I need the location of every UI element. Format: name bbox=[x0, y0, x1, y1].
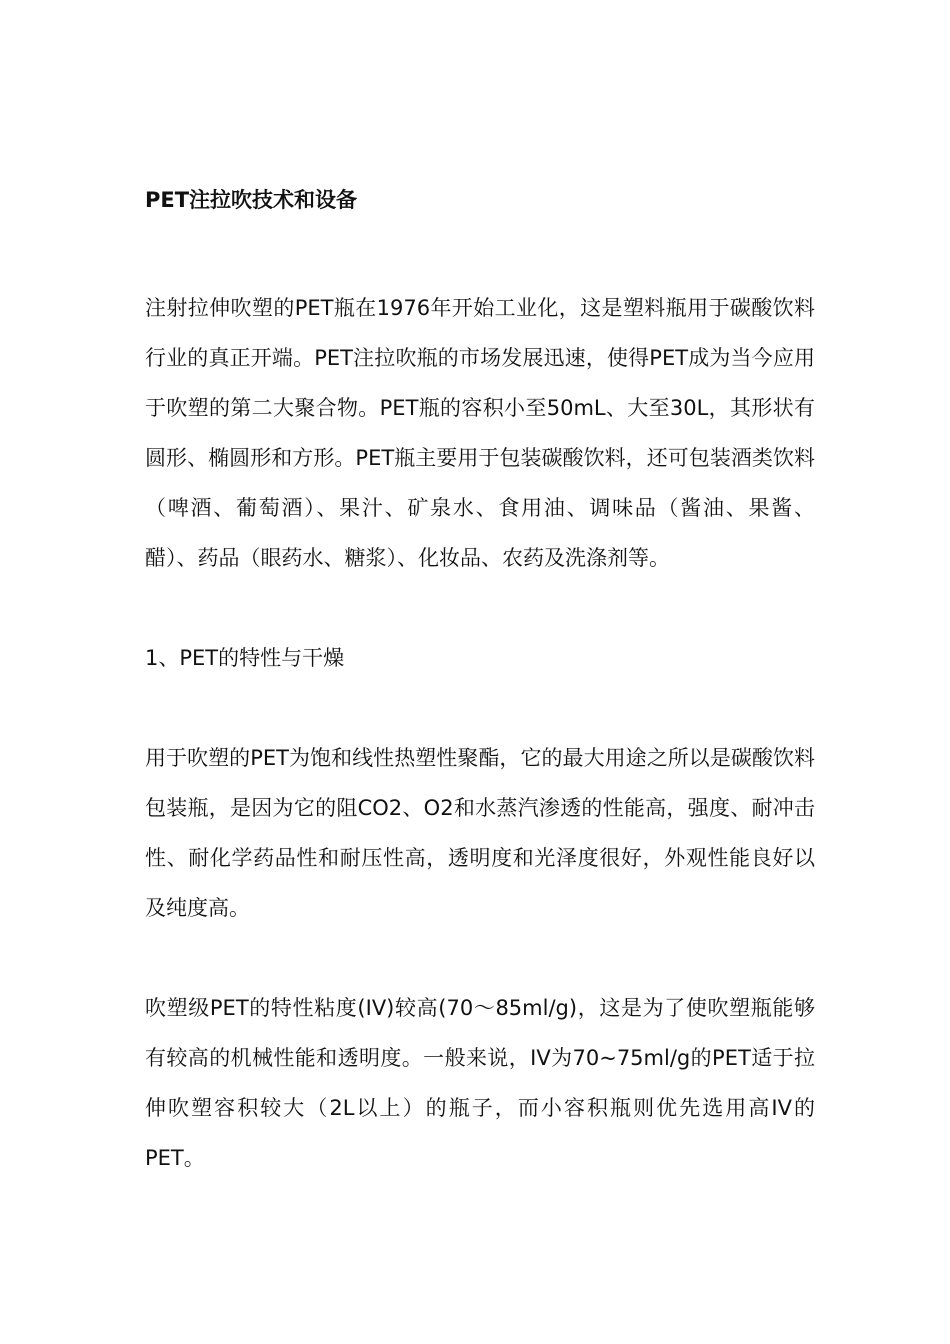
paragraph-properties: 用于吹塑的PET为饱和线性热塑性聚酯，它的最大用途之所以是碳酸饮料包装瓶，是因为它的阻CO2、O2和水蒸汽渗透的性能高，强度、耐冲击性、耐化学药品性和耐压性高，透明度和光泽度很好，外观性能良好以及纯度高。 bbox=[145, 746, 815, 920]
spacer bbox=[145, 217, 815, 283]
spacer bbox=[145, 683, 815, 733]
spacer bbox=[145, 933, 815, 983]
document-title: PET注拉吹技术和设备 bbox=[145, 188, 358, 212]
document-body bbox=[145, 183, 815, 1183]
spacer bbox=[145, 583, 815, 633]
paragraph-viscosity: 吹塑级PET的特性粘度(IV)较高(70～85ml/g)，这是为了使吹塑瓶能够有较高的机械性能和透明度。一般来说，IV为70~75ml/g的PET适于拉伸吹塑容积较大（2L以上）的瓶子，而小容积瓶则优先选用高IV的PET。 bbox=[145, 996, 815, 1170]
paragraph-intro: 注射拉伸吹塑的PET瓶在1976年开始工业化，这是塑料瓶用于碳酸饮料行业的真正开端。PET注拉吹瓶的市场发展迅速，使得PET成为当今应用于吹塑的第二大聚合物。PET瓶的容积小至50mL、大至30L，其形状有圆形、椭圆形和方形。PET瓶主要用于包装碳酸饮料，还可包装酒类饮料（啤酒、葡萄酒）、果汁、矿泉水、食用油、调味品（酱油、果酱、醋）、药品（眼药水、糖浆）、化妆品、农药及洗涤剂等。 bbox=[145, 296, 815, 570]
section-heading: 1、PET的特性与干燥 bbox=[145, 646, 345, 670]
